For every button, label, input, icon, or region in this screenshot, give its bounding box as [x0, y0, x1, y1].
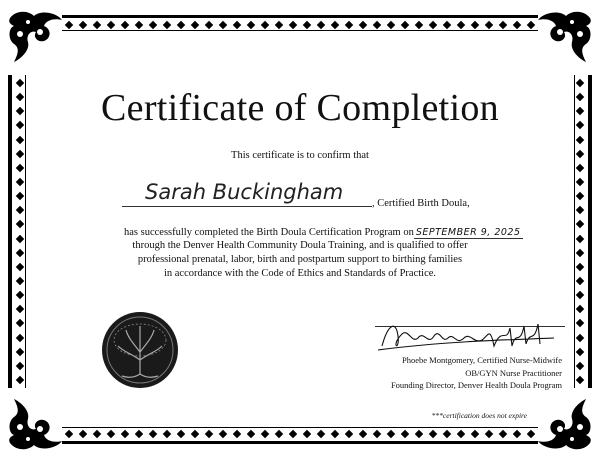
- body-line-2: through the Denver Health Community Doula Training, and is qualified to offer: [132, 240, 468, 251]
- border-diamond: [205, 21, 213, 29]
- corner-ornament-icon: [536, 395, 594, 453]
- border-diamond: [345, 430, 353, 438]
- border-diamond: [16, 192, 24, 200]
- border-diamond: [16, 376, 24, 384]
- border-diamond: [177, 430, 185, 438]
- border-diamond: [527, 430, 535, 438]
- border-diamond: [233, 430, 241, 438]
- border-diamond: [345, 21, 353, 29]
- border-diamond: [205, 430, 213, 438]
- border-diamond: [275, 21, 283, 29]
- certificate-title: Certificate of Completion: [101, 87, 499, 129]
- border-diamond: [16, 347, 24, 355]
- border-bottom-line: [62, 427, 538, 428]
- border-diamond: [576, 135, 584, 143]
- border-diamond: [527, 21, 535, 29]
- completion-text: has successfully completed the Birth Doula Certification Program on: [124, 227, 414, 238]
- border-diamond: [219, 21, 227, 29]
- border-diamond: [247, 430, 255, 438]
- border-diamond: [79, 430, 87, 438]
- border-diamond: [303, 21, 311, 29]
- border-top-line: [62, 30, 538, 31]
- border-diamond: [499, 430, 507, 438]
- border-diamond: [415, 430, 423, 438]
- border-diamond: [576, 319, 584, 327]
- border-diamond: [387, 21, 395, 29]
- border-diamond: [443, 430, 451, 438]
- border-diamond: [219, 430, 227, 438]
- border-diamond: [576, 192, 584, 200]
- border-diamond: [457, 430, 465, 438]
- border-diamond: [261, 21, 269, 29]
- border-diamond: [485, 430, 493, 438]
- border-diamond: [485, 21, 493, 29]
- border-diamond: [499, 21, 507, 29]
- border-bottom-diamonds: [66, 430, 534, 438]
- border-diamond: [65, 21, 73, 29]
- border-diamond: [16, 135, 24, 143]
- border-diamond: [576, 305, 584, 313]
- border-diamond: [247, 21, 255, 29]
- border-diamond: [275, 430, 283, 438]
- border-diamond: [16, 333, 24, 341]
- border-diamond: [16, 206, 24, 214]
- signer-org: Founding Director, Denver Health Doula Program: [390, 380, 562, 390]
- border-diamond: [457, 21, 465, 29]
- border-diamond: [121, 430, 129, 438]
- completion-line: [124, 227, 523, 239]
- border-diamond: [233, 21, 241, 29]
- border-diamond: [93, 430, 101, 438]
- border-diamond: [576, 362, 584, 370]
- border-diamond: [429, 21, 437, 29]
- border-diamond: [387, 430, 395, 438]
- border-diamond: [317, 21, 325, 29]
- border-top-bar: [62, 15, 538, 18]
- corner-ornament-icon: [6, 8, 64, 66]
- corner-ornament-icon: [536, 8, 594, 66]
- border-diamond: [576, 333, 584, 341]
- border-diamond: [107, 21, 115, 29]
- border-diamond: [16, 220, 24, 228]
- border-diamond: [16, 362, 24, 370]
- border-diamond: [191, 430, 199, 438]
- border-diamond: [513, 430, 521, 438]
- expiry-note: ***certification does not expire: [431, 411, 527, 420]
- signer-name: Phoebe Montgomery, Certified Nurse-Midwife: [402, 355, 562, 365]
- border-diamond: [576, 291, 584, 299]
- border-diamond: [443, 21, 451, 29]
- border-bottom-bar: [62, 441, 538, 444]
- border-diamond: [401, 430, 409, 438]
- border-diamond: [331, 21, 339, 29]
- border-diamond: [16, 319, 24, 327]
- border-diamond: [79, 21, 87, 29]
- border-diamond: [135, 430, 143, 438]
- border-diamond: [576, 220, 584, 228]
- border-diamond: [177, 21, 185, 29]
- border-diamond: [149, 21, 157, 29]
- border-diamond: [576, 206, 584, 214]
- border-diamond: [289, 430, 297, 438]
- completion-date: SEPTEMBER 9, 2025: [415, 227, 521, 238]
- border-diamond: [576, 376, 584, 384]
- border-diamond: [163, 430, 171, 438]
- border-diamond: [191, 21, 199, 29]
- border-diamond: [303, 430, 311, 438]
- border-diamond: [576, 178, 584, 186]
- signature-image: [378, 316, 558, 356]
- border-diamond: [359, 430, 367, 438]
- border-diamond: [471, 21, 479, 29]
- border-diamond: [65, 430, 73, 438]
- border-diamond: [93, 21, 101, 29]
- recipient-name: Sarah Buckingham: [145, 180, 344, 204]
- border-diamond: [289, 21, 297, 29]
- border-diamond: [401, 21, 409, 29]
- border-diamond: [331, 430, 339, 438]
- corner-ornament-icon: [6, 395, 64, 453]
- border-diamond: [261, 430, 269, 438]
- signer-block: [391, 354, 562, 392]
- border-diamond: [359, 21, 367, 29]
- border-diamond: [163, 21, 171, 29]
- border-diamond: [373, 21, 381, 29]
- border-diamond: [121, 21, 129, 29]
- gold-seal-icon: [92, 302, 188, 398]
- intro-text: This certificate is to confirm that: [231, 150, 369, 161]
- border-diamond: [16, 291, 24, 299]
- name-line: [122, 206, 372, 207]
- border-diamond: [373, 430, 381, 438]
- border-top-diamonds: [66, 21, 534, 29]
- recipient-suffix: , Certified Birth Doula,: [372, 198, 470, 209]
- border-diamond: [471, 430, 479, 438]
- border-diamond: [415, 21, 423, 29]
- border-diamond: [317, 430, 325, 438]
- border-diamond: [135, 21, 143, 29]
- border-diamond: [513, 21, 521, 29]
- border-diamond: [576, 347, 584, 355]
- border-diamond: [16, 178, 24, 186]
- body-line-3: professional prenatal, labor, birth and postpartum support to birthing families: [137, 254, 463, 265]
- border-diamond: [16, 164, 24, 172]
- signer-title: OB/GYN Nurse Practitioner: [465, 367, 562, 378]
- body-line-4: in accordance with the Code of Ethics and Standards of Practice.: [163, 268, 437, 279]
- border-diamond: [149, 430, 157, 438]
- border-diamond: [429, 430, 437, 438]
- border-diamond: [16, 305, 24, 313]
- border-diamond: [576, 164, 584, 172]
- border-diamond: [107, 430, 115, 438]
